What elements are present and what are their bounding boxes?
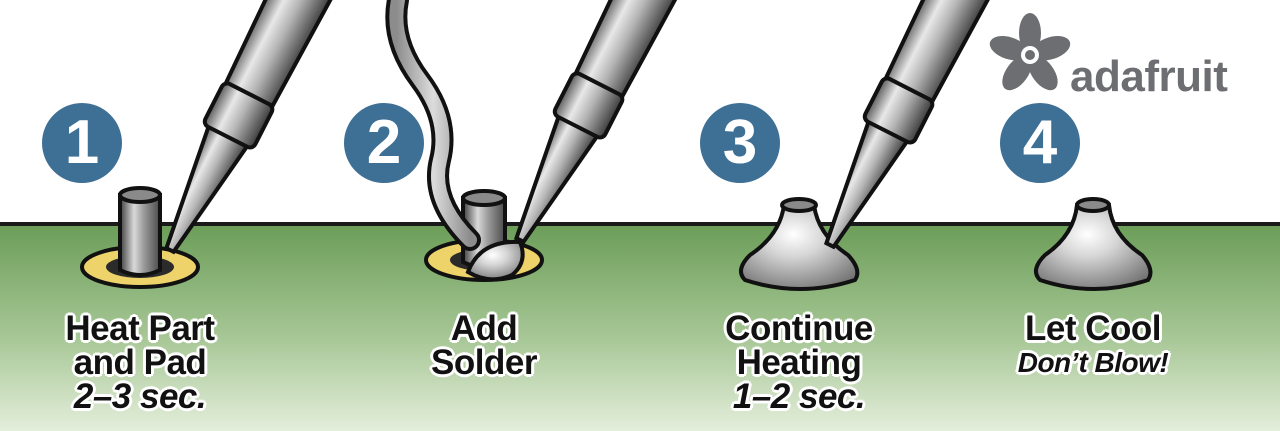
step-3-duration: 1–2 sec.	[732, 377, 866, 416]
component-lead	[120, 195, 160, 275]
step-4-warning: Don’t Blow!	[1017, 347, 1169, 378]
step-1-caption	[10, 309, 270, 416]
step-1-badge: 1	[42, 103, 122, 183]
solder-joint	[1036, 205, 1150, 289]
soldering-iron	[803, 0, 1002, 259]
step-3-subtitle: Heating	[736, 343, 862, 382]
step-4-caption	[963, 309, 1223, 380]
step-1-title: Heat Part	[65, 309, 215, 348]
step-3-caption	[669, 309, 929, 416]
step-2-badge: 2	[344, 103, 424, 183]
step-1-duration: 2–3 sec.	[73, 377, 207, 416]
adafruit-wordmark: adafruit	[1070, 52, 1228, 101]
soldering-iron	[493, 0, 692, 254]
step-4-badge: 4	[1000, 103, 1080, 183]
step-1-subtitle: and Pad	[73, 343, 207, 382]
step-2-subtitle: Solder	[431, 343, 537, 382]
step-3-badge: 3	[700, 103, 780, 183]
step-3-title: Continue	[725, 309, 873, 348]
adafruit-flower-icon	[987, 13, 1074, 95]
step-4-title: Let Cool	[1025, 309, 1161, 348]
step-2-title: Add	[450, 309, 518, 348]
step-2-caption	[354, 309, 614, 382]
